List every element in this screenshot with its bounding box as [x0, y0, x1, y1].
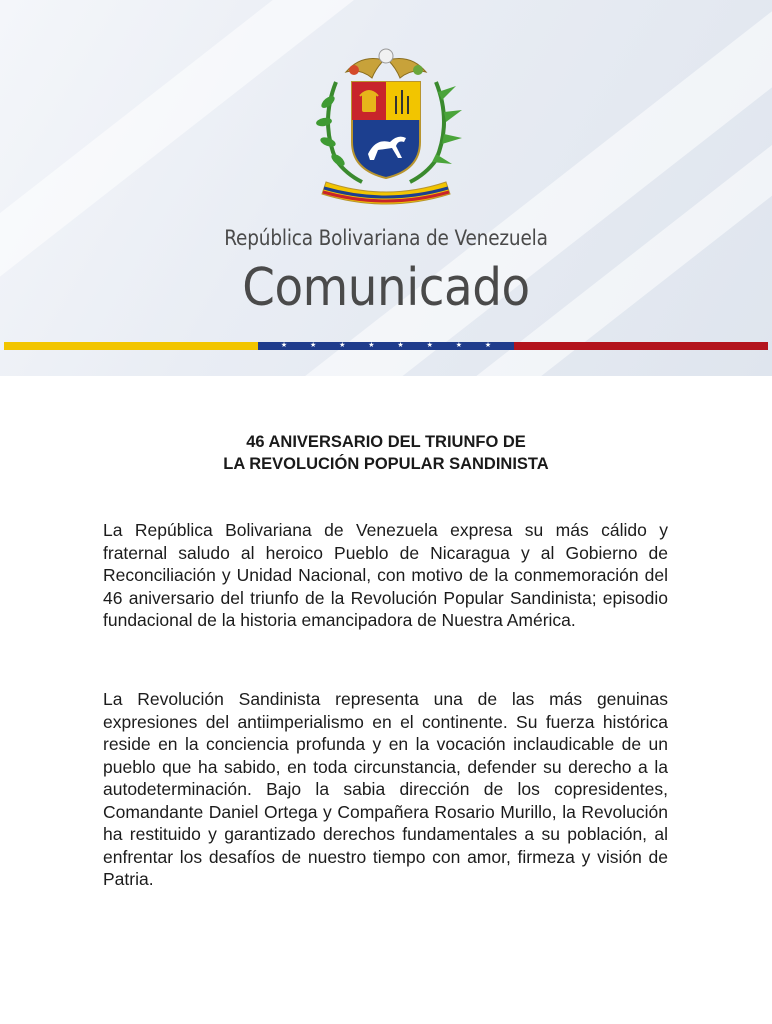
heading-line-1: 46 ANIVERSARIO DEL TRIUNFO DE	[246, 433, 526, 451]
paragraph-1: La República Bolivariana de Venezuela expresa su más cálido y fraternal saludo al heroico Pueblo de Nicaragua y al Gobierno de Reconciliación y Unidad Nacional, con motivo de la conmemoración del 46 aniversario del triunfo de la Revolución Popular Sandinista; episodio fundacional de la historia emancipadora de Nuestra América.	[103, 520, 668, 630]
document-heading	[100, 431, 672, 475]
star-icon: ★	[397, 342, 404, 349]
flag-stripe-red	[514, 342, 768, 350]
flag-stripe-yellow	[4, 342, 258, 350]
flag-stripe-blue	[258, 342, 514, 350]
coat-of-arms-icon	[306, 42, 466, 212]
star-icon: ★	[280, 342, 288, 349]
paragraph-2: La Revolución Sandinista representa una de las más genuinas expresiones del antiimperialismo en el continente. Su fuerza histórica reside en la conciencia profunda y en la vocación inclaudicable de un pueblo que ha sabido, en toda circunstancia, defender su derecho a la autodeterminación. Bajo la sabia dirección de los copresidentes, Comandante Daniel Ortega y Compañera Rosario Murillo, la Revolución ha restituido y garantizado derechos fundamentales a su población, al enfrentar los desafíos de nuestro tiempo con amor, firmeza y visión de Patria.	[103, 689, 668, 889]
country-name: República Bolivariana de Venezuela	[224, 226, 548, 250]
star-icon: ★	[368, 342, 375, 349]
star-icon: ★	[426, 342, 433, 349]
page-title: Comunicado	[242, 258, 530, 318]
star-icon: ★	[310, 342, 317, 349]
letterhead	[0, 0, 772, 376]
star-icon: ★	[484, 342, 492, 349]
star-icon: ★	[339, 342, 346, 349]
heading-line-2: LA REVOLUCIÓN POPULAR SANDINISTA	[223, 455, 549, 473]
star-icon: ★	[455, 342, 462, 349]
